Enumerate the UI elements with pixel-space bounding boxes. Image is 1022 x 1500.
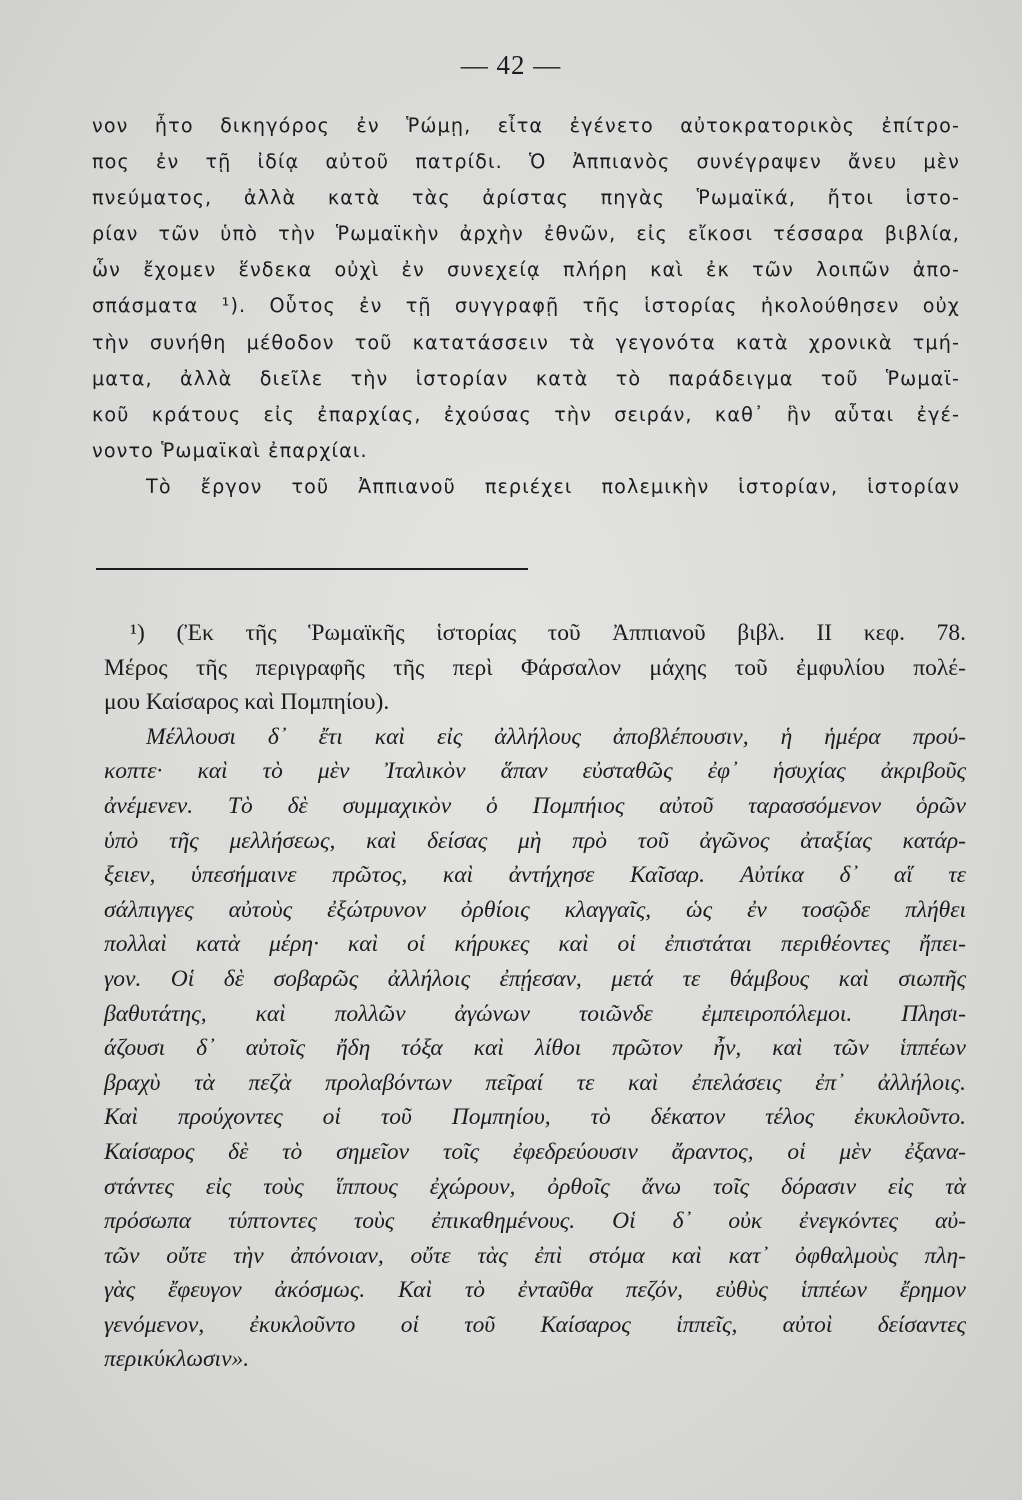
- quote-line: βαθυτάτης, καὶ πολλῶν ἀγώνων τοιῶνδε ἐμπειροπόλεμοι. Πλησι-: [104, 1000, 966, 1027]
- footnote: [104, 616, 966, 1377]
- footnote-divider: [96, 568, 528, 570]
- quote-line: Καὶ προύχοντες οἱ τοῦ Πομπηίου, τὸ δέκατον τέλος ἐκυκλοῦντο.: [104, 1104, 966, 1131]
- text-line: σπάσματα ¹). Οὗτος ἐν τῇ συγγραφῇ τῆς ἱστορίας ἠκολούθησεν οὐχ: [92, 294, 960, 318]
- text-line: ματα, ἀλλὰ διεῖλε τὴν ἱστορίαν κατὰ τὸ παράδειγμα τοῦ Ῥωμαϊ-: [92, 366, 960, 390]
- page-number: — 42 —: [460, 50, 562, 80]
- text-line: νοντο Ῥωμαϊκαὶ ἐπαρχίαι.: [92, 438, 368, 462]
- quote-line: στάντες εἰς τοὺς ἵππους ἐχώρουν, ὀρθοῖς ἄνω τοῖς δόρασιν εἰς τὰ: [104, 1173, 966, 1200]
- quote-line: κοπτε· καὶ τὸ μὲν Ἰταλικὸν ἅπαν εὐσταθῶς ἐφ᾽ ἡσυχίας ἀκριβοῦς: [104, 758, 966, 785]
- quote-line: τῶν οὔτε τὴν ἀπόνοιαν, οὔτε τὰς ἐπὶ στόμα καὶ κατ᾽ ὀφθαλμοὺς πλη-: [104, 1242, 966, 1269]
- text-line: Τὸ ἔργον τοῦ Ἀππιανοῦ περιέχει πολεμικὴν ἱστορίαν, ἱστορίαν: [146, 474, 960, 498]
- quote-line: βραχὺ τὰ πεζὰ προλαβόντων πεῖραί τε καὶ ἐπελάσεις ἐπ᾽ ἀλλήλοις.: [104, 1069, 966, 1096]
- text-line: τὴν συνήθη μέθοδον τοῦ κατατάσσειν τὰ γεγονότα κατὰ χρονικὰ τμή-: [92, 330, 960, 354]
- quote-line: περικύκλωσιν».: [104, 1346, 250, 1373]
- text-line: πος ἐν τῇ ἰδίᾳ αὐτοῦ πατρίδι. Ὁ Ἀππιανὸς συνέγραψεν ἄνευ μὲν: [92, 150, 960, 174]
- text-line: ρίαν τῶν ὑπὸ τὴν Ῥωμαϊκὴν ἀρχὴν ἐθνῶν, εἰς εἴκοσι τέσσαρα βιβλία,: [92, 222, 960, 246]
- quote-line: ὑπὸ τῆς μελλήσεως, καὶ δείσας μὴ πρὸ τοῦ ἀγῶνος ἀταξίας κατάρ-: [104, 827, 966, 854]
- text-line: νον ἦτο δικηγόρος ἐν Ῥώμῃ, εἶτα ἐγένετο αὐτοκρατορικὸς ἐπίτρο-: [92, 114, 960, 137]
- text-line: πνεύματος, ἀλλὰ κατὰ τὰς ἀρίστας πηγὰς Ῥωμαϊκά, ἤτοι ἱστο-: [92, 186, 960, 210]
- quote-line: πολλαὶ κατὰ μέρη· καὶ οἱ κήρυκες καὶ οἱ ἐπιστάται περιθέοντες ἤπει-: [104, 931, 966, 958]
- quote-line: γον. Οἱ δὲ σοβαρῶς ἀλλήλοις ἐπῄεσαν, μετά τε θάμβους καὶ σιωπῆς: [104, 965, 966, 992]
- footnote-line: Μέρος τῆς περιγραφῆς τῆς περὶ Φάρσαλον μάχης τοῦ ἐμφυλίου πολέ-: [104, 654, 966, 681]
- footnote-line: μου Καίσαρος καὶ Πομπηίου).: [104, 689, 390, 716]
- quote-line: ἀνέμενεν. Τὸ δὲ συμμαχικὸν ὁ Πομπήιος αὐτοῦ ταρασσόμενον ὁρῶν: [104, 792, 966, 819]
- quote-line: γὰς ἔφευγον ἀκόσμως. Καὶ τὸ ἐνταῦθα πεζόν, εὐθὺς ἱππέων ἔρημον: [104, 1277, 966, 1304]
- quote-line: Μέλλουσι δ᾽ ἔτι καὶ εἰς ἀλλήλους ἀποβλέπουσιν, ἡ ἡμέρα πρού-: [146, 723, 966, 750]
- quote-line: σάλπιγγες αὐτοὺς ἐξώτρυνον ὀρθίοις κλαγγαῖς, ὡς ἐν τοσῷδε πλήθει: [104, 896, 966, 923]
- quote-line: πρόσωπα τύπτοντες τοὺς ἐπικαθημένους. Οἱ δ᾽ οὐκ ἐνεγκόντες αὐ-: [104, 1208, 966, 1235]
- quote-line: γενόμενον, ἐκυκλοῦντο οἱ τοῦ Καίσαρος ἱππεῖς, αὐτοὶ δείσαντες: [104, 1311, 966, 1338]
- quote-line: άζουσι δ᾽ αὐτοῖς ἤδη τόξα καὶ λίθοι πρῶτον ἦν, καὶ τῶν ἱππέων: [104, 1035, 966, 1062]
- footnote-line: ¹) (Ἐκ τῆς Ῥωμαϊκῆς ἱστορίας τοῦ Ἀππιανοῦ βιβλ. II κεφ. 78.: [130, 620, 966, 646]
- quote-line: ξειεν, ὑπεσήμαινε πρῶτος, καὶ ἀντήχησε Καῖσαρ. Αὐτίκα δ᾽ αἵ τε: [104, 862, 966, 889]
- main-text: [92, 108, 960, 505]
- quote-line: Καίσαρος δὲ τὸ σημεῖον τοῖς ἐφεδρεύουσιν ἄραντος, οἱ μὲν ἐξανα-: [104, 1138, 966, 1165]
- text-line: κοῦ κράτους εἰς ἐπαρχίας, ἐχούσας τὴν σειράν, καθ᾽ ἣν αὗται ἐγέ-: [92, 402, 960, 426]
- text-line: ὧν ἔχομεν ἕνδεκα οὐχὶ ἐν συνεχείᾳ πλήρη καὶ ἐκ τῶν λοιπῶν ἀπο-: [92, 258, 960, 282]
